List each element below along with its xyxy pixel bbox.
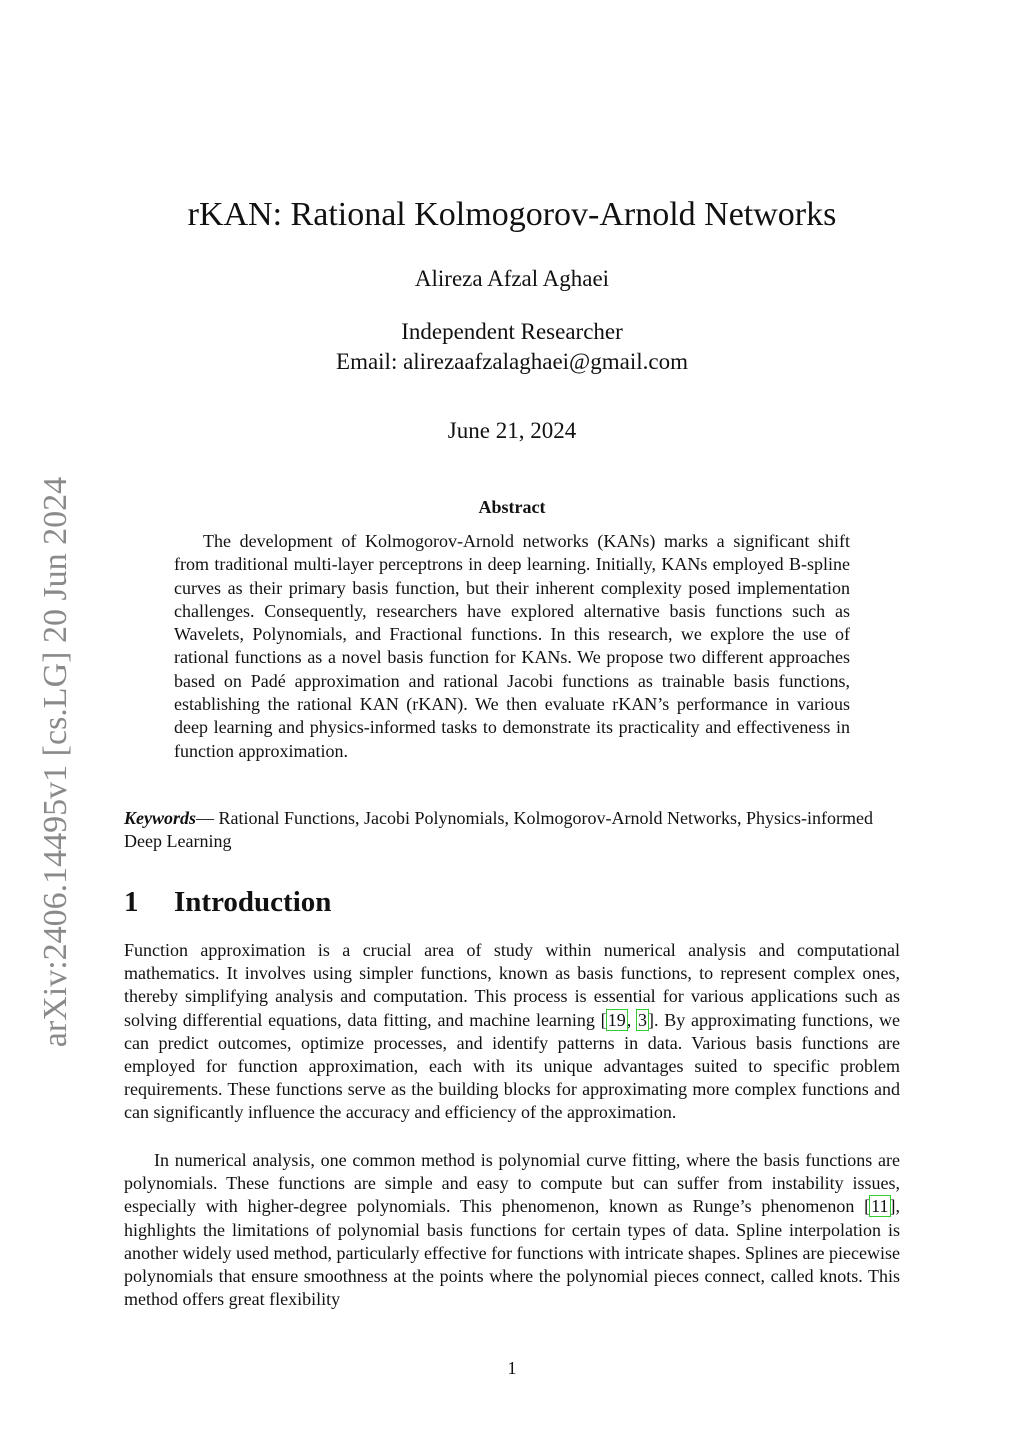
abstract-text: The development of Kolmogorov-Arnold networks (KANs) marks a significant shift from traditional multi-layer perceptrons in deep learning. Initially, KANs employed B-spline curves as their primary basis function, but their inherent complexity posed implementation challenges. Consequently, researchers have explored alternative basis functions such as Wavelets, Polynomials, and Fractional functions. In this research, we explore the use of rational functions as a novel basis function for KANs. We propose two different approaches based on Padé approximation and rational Jacobi functions as trainable basis functions, establishing the rational KAN (rKAN). We then evaluate rKAN’s performance in various deep learning and physics-informed tasks to demonstrate its practicality and effectiveness in function approximation. [174, 531, 850, 761]
publication-date: June 21, 2024 [447, 418, 577, 443]
paragraph-text: ], highlights the limitations of polynomial basis functions for certain types of data. Spline interpolation is another widely used method, particularly effective for functions with intricate shapes. Splines are piecewise polynomials that ensure smoothness at the points where the polynomial pieces connect, called knots. This method offers great flexibility [124, 1196, 900, 1310]
author-email: Email: alirezaafzalaghaei@gmail.com [336, 349, 688, 374]
section-number: 1 [124, 886, 139, 918]
section-title: Introduction [174, 886, 332, 918]
paragraph-text: Function approximation is a crucial area of study within numerical analysis and computational mathematics. It involves using simpler functions, known as basis functions, to represent complex ones, thereby simplifying analysis and computation. This process is essential for various applications such as solving differential equations, data fitting, and machine learning [ [124, 940, 900, 1030]
intro-paragraph-1 [124, 939, 900, 1125]
abstract-heading: Abstract [478, 497, 546, 517]
section-heading [124, 886, 331, 919]
keywords-text: Rational Functions, Jacobi Polynomials, Kolmogorov-Arnold Networks, Physics-informed Deep Learning [124, 808, 873, 851]
keywords-line [124, 807, 900, 853]
arxiv-identifier-stamp: arXiv:2406.14495v1 [cs.LG] 20 Jun 2024 [37, 476, 74, 1048]
paragraph-text: In numerical analysis, one common method is polynomial curve fitting, where the basis functions are polynomials. These functions are simple and easy to compute but can suffer from instability issues, especially with higher-degree polynomials. This phenomenon, known as Runge’s phenomenon [ [124, 1150, 900, 1217]
paper-title: rKAN: Rational Kolmogorov-Arnold Networks [187, 196, 837, 233]
intro-paragraph-2 [124, 1149, 900, 1311]
citation-separator: , [626, 1009, 637, 1030]
keywords-separator: — [196, 808, 219, 828]
keywords-label: Keywords [124, 808, 196, 828]
author-affiliation: Independent Researcher [401, 319, 623, 344]
page-number: 1 [507, 1358, 517, 1378]
paragraph-text: ]. By approximating functions, we can predict outcomes, optimize processes, and identify patterns in data. Various basis functions are employed for function approximation, each with its unique advantages suited to specific problem requirements. These functions serve as the building blocks for approximating more complex functions and can significantly influence the accuracy and efficiency of the approximation. [124, 1009, 901, 1123]
citation-link[interactable]: 19 [607, 1009, 626, 1030]
author-name: Alireza Afzal Aghaei [414, 266, 610, 291]
citation-link[interactable]: 11 [871, 1196, 889, 1217]
citation-link[interactable]: 3 [637, 1009, 647, 1030]
